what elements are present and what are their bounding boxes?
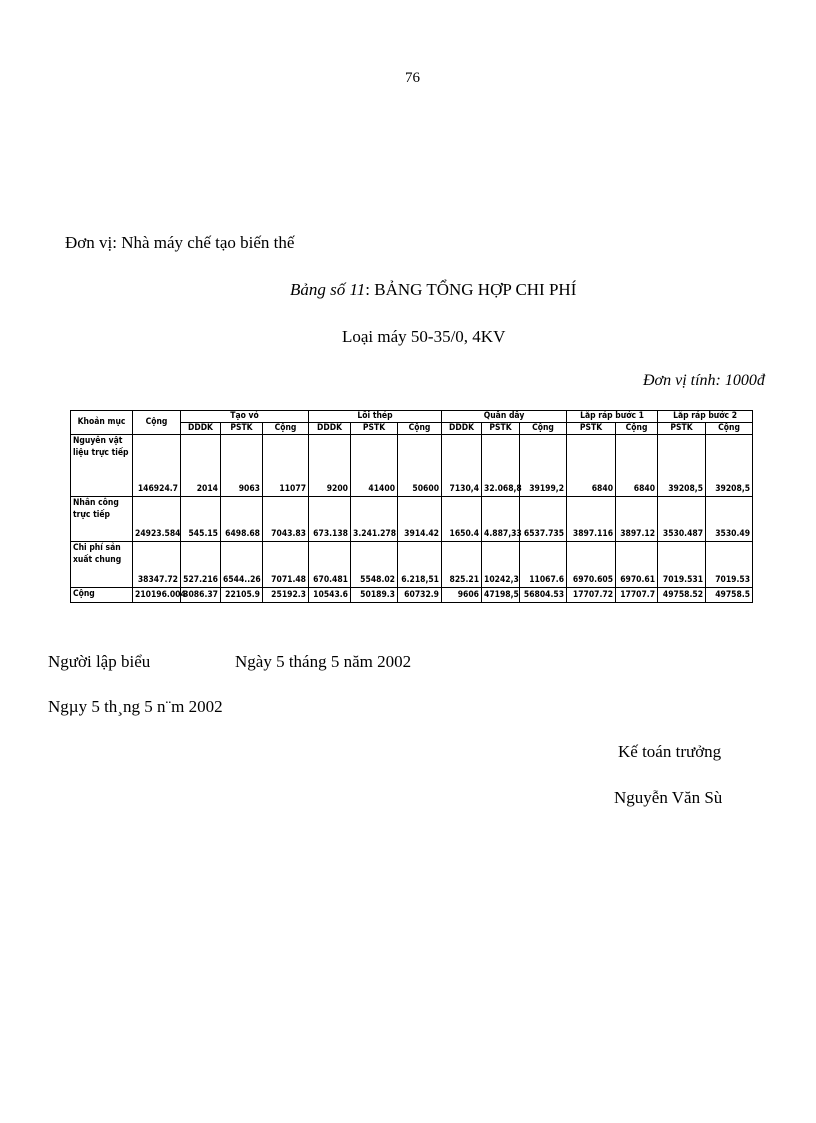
header-group-loi-thep: Lõi thép — [309, 411, 442, 423]
table-cell: 545.15 — [181, 497, 221, 542]
signature-date-garbled: Ngµy 5 th¸ng 5 n¨m 2002 — [48, 697, 223, 716]
table-cell: 6840 — [567, 435, 616, 497]
header-sub: Cộng — [398, 423, 442, 435]
cost-summary-table — [70, 410, 753, 603]
header-sub: PSTK — [221, 423, 263, 435]
table-cell: 7043.83 — [263, 497, 309, 542]
table-cell: 6970.605 — [567, 542, 616, 588]
table-cell: 7019.531 — [658, 542, 706, 588]
table-cell: 60732.9 — [398, 588, 442, 603]
table-cell: 210196.004 — [133, 588, 181, 603]
table-row-chi-phi-sxc — [71, 542, 753, 588]
row-label: Cộng — [71, 588, 133, 603]
table-cell: 670.481 — [309, 542, 351, 588]
table-cell: 3530.487 — [658, 497, 706, 542]
calculation-unit: Đơn vị tính: 1000đ — [643, 372, 765, 389]
table-cell: 39199,2 — [520, 435, 567, 497]
table-cell: 4.887,33 — [482, 497, 520, 542]
table-cell: 9200 — [309, 435, 351, 497]
table-cell: 10543.6 — [309, 588, 351, 603]
table-cell: 5548.02 — [351, 542, 398, 588]
header-row-groups — [71, 411, 753, 423]
row-label: Chi phí sản xuất chung — [71, 542, 133, 588]
table-cell: 1650.4 — [442, 497, 482, 542]
row-label: Nguyên vật liệu trực tiếp — [71, 435, 133, 497]
header-sub: Cộng — [616, 423, 658, 435]
table-cell: 146924.7 — [133, 435, 181, 497]
table-title — [290, 280, 576, 300]
table-cell: 39208,5 — [658, 435, 706, 497]
header-sub: PSTK — [658, 423, 706, 435]
table-cell: 6544..26 — [221, 542, 263, 588]
table-cell: 6498.68 — [221, 497, 263, 542]
chief-accountant-label: Kế toán trưởng — [618, 742, 722, 761]
row-label: Nhân công trực tiếp — [71, 497, 133, 542]
table-cell: 9063 — [221, 435, 263, 497]
table-cell: 3.241.278 — [351, 497, 398, 542]
header-group-lap-rap-1: Lắp ráp bước 1 — [567, 411, 658, 423]
header-cong-total: Cộng — [133, 411, 181, 435]
table-cell: 3897.12 — [616, 497, 658, 542]
table-number-label: Bảng số 11 — [290, 280, 366, 299]
table-cell: 7130,4 — [442, 435, 482, 497]
table-title-text: BẢNG TỔNG HỢP CHI PHÍ — [374, 280, 577, 299]
chief-accountant-name: Nguyễn Văn Sù — [614, 788, 723, 807]
table-cell: 7019.53 — [706, 542, 753, 588]
table-cell: 6970.61 — [616, 542, 658, 588]
table-cell: 3897.116 — [567, 497, 616, 542]
signature-date: Ngày 5 tháng 5 năm 2002 — [235, 652, 412, 671]
table-row-nhan-cong — [71, 497, 753, 542]
table-cell: 39208,5 — [706, 435, 753, 497]
header-sub: DDDK — [442, 423, 482, 435]
header-sub: PSTK — [482, 423, 520, 435]
table-cell: 49758.5 — [706, 588, 753, 603]
table-cell: 527.216 — [181, 542, 221, 588]
table-cell: 50189.3 — [351, 588, 398, 603]
table-cell: 825.21 — [442, 542, 482, 588]
table-cell: 24923.584 — [133, 497, 181, 542]
table-cell: 673.138 — [309, 497, 351, 542]
table-row-total — [71, 588, 753, 603]
table-cell: 3086.37 — [181, 588, 221, 603]
organization-unit: Đơn vị: Nhà máy chế tạo biến thế — [65, 233, 295, 252]
table-row-nguyen-vat-lieu — [71, 435, 753, 497]
table-cell: 11077 — [263, 435, 309, 497]
header-sub: PSTK — [567, 423, 616, 435]
table-cell: 41400 — [351, 435, 398, 497]
header-sub: Cộng — [706, 423, 753, 435]
table-cell: 32.068,8 — [482, 435, 520, 497]
table-cell: 9606 — [442, 588, 482, 603]
table-cell: 49758.52 — [658, 588, 706, 603]
page-number: 76 — [405, 70, 420, 86]
table-cell: 10242,3 — [482, 542, 520, 588]
header-khoan-muc: Khoản mục — [71, 411, 133, 435]
header-sub: Cộng — [520, 423, 567, 435]
table-cell: 22105.9 — [221, 588, 263, 603]
table-cell: 25192.3 — [263, 588, 309, 603]
header-sub: Cộng — [263, 423, 309, 435]
table-cell: 11067.6 — [520, 542, 567, 588]
table-cell: 50600 — [398, 435, 442, 497]
preparer-label: Người lập biểu — [48, 652, 151, 671]
header-group-lap-rap-2: Lắp ráp bước 2 — [658, 411, 753, 423]
table-cell: 17707.7 — [616, 588, 658, 603]
header-sub: PSTK — [351, 423, 398, 435]
table-cell: 17707.72 — [567, 588, 616, 603]
table-cell: 6840 — [616, 435, 658, 497]
table-cell: 38347.72 — [133, 542, 181, 588]
header-group-tao-vo: Tạo vỏ — [181, 411, 309, 423]
table-cell: 56804.53 — [520, 588, 567, 603]
table-cell: 6537.735 — [520, 497, 567, 542]
table-cell: 6.218,51 — [398, 542, 442, 588]
table-cell: 7071.48 — [263, 542, 309, 588]
machine-type: Loại máy 50-35/0, 4KV — [342, 327, 506, 346]
title-separator: : — [365, 280, 375, 299]
table-cell: 2014 — [181, 435, 221, 497]
table-cell: 47198,5 — [482, 588, 520, 603]
table-cell: 3530.49 — [706, 497, 753, 542]
header-sub: DDDK — [309, 423, 351, 435]
header-group-quan-day: Quấn dây — [442, 411, 567, 423]
table-cell: 3914.42 — [398, 497, 442, 542]
header-sub: DDDK — [181, 423, 221, 435]
